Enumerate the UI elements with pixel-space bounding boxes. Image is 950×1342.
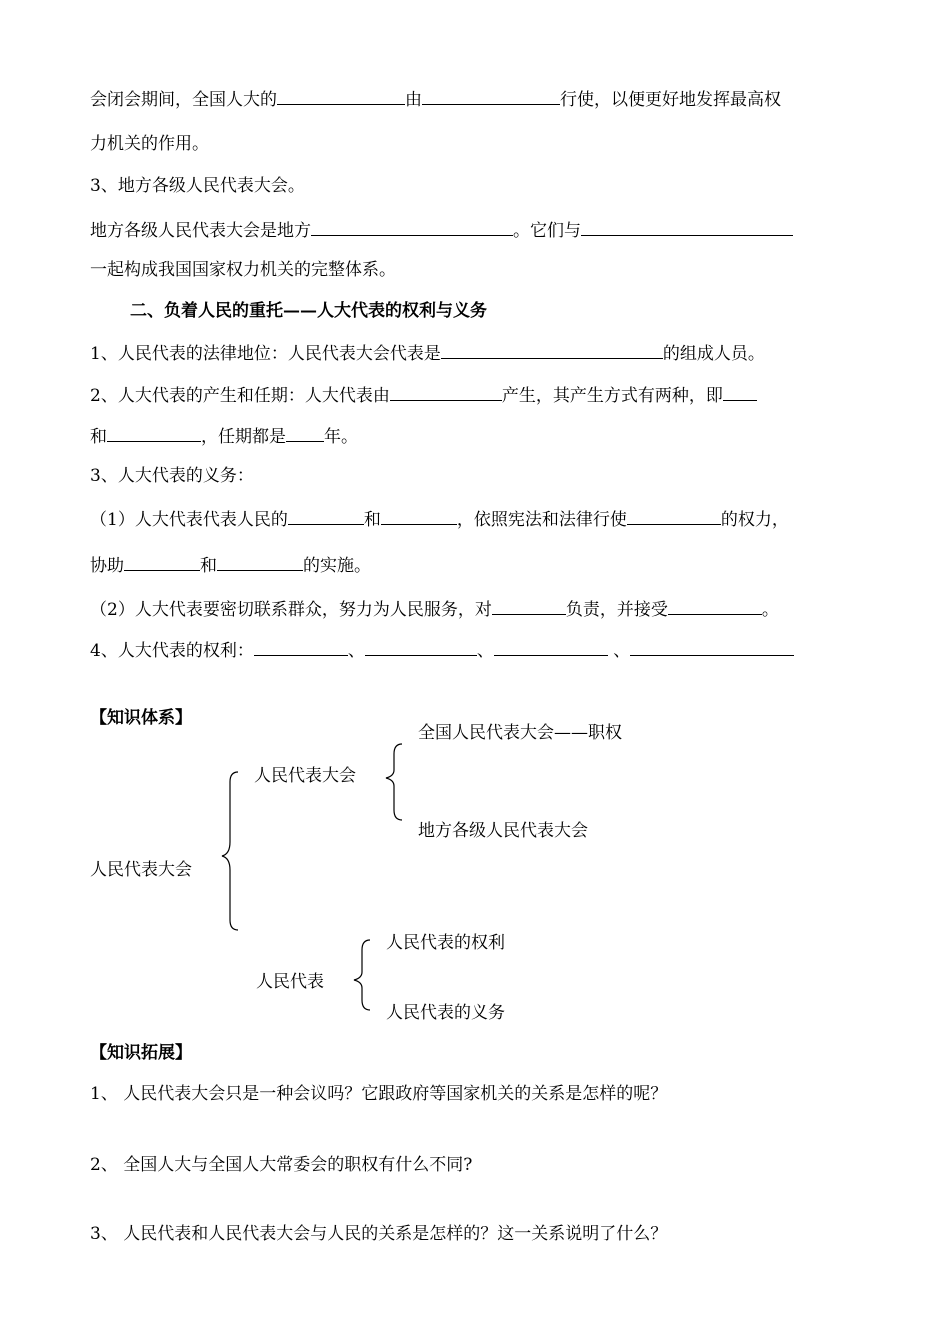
text: 人民代表 — [256, 972, 324, 992]
text: ，依照宪法和法律行使 — [456, 510, 627, 530]
text: 人民代表的权利 — [386, 933, 505, 953]
text: 行使，以便更好地发挥最高权 — [560, 90, 781, 110]
text: 的权力， — [720, 510, 789, 530]
text: 3、地方各级人民代表大会。 — [90, 176, 305, 196]
text: 产生，其产生方式有两种，即 — [501, 386, 723, 406]
question-2 — [90, 1153, 472, 1177]
text: 地方各级人民代表大会是地方 — [90, 221, 311, 241]
text: 负责，并接受 — [565, 600, 668, 620]
text: 和 — [363, 510, 381, 530]
mindmap-node-local-npc — [418, 819, 588, 843]
mindmap-node-npc — [254, 764, 356, 788]
question-1 — [90, 1082, 667, 1106]
text: 地方各级人民代表大会 — [418, 821, 588, 841]
mindmap-node-rights — [386, 931, 505, 955]
text: 。它们与 — [513, 221, 581, 241]
text: 的实施。 — [303, 556, 371, 576]
text: 一起构成我国国家权力机关的完整体系。 — [90, 260, 396, 280]
text: 3、 人民代表和人民代表大会与人民的关系是怎样的？这一关系说明了什么？ — [90, 1224, 668, 1244]
mindmap-root — [90, 858, 192, 882]
text: 2、 全国人大与全国人大常委会的职权有什么不同? — [90, 1155, 473, 1175]
separator: 、 — [613, 641, 631, 661]
heading-text: 【知识拓展】 — [90, 1043, 192, 1063]
text: 3、人大代表的义务： — [90, 466, 254, 486]
mindmap-node-national-npc — [418, 721, 622, 745]
extension-heading — [90, 1041, 192, 1065]
text: 和 — [200, 556, 217, 576]
text: （1）人大代表代表人民的 — [90, 510, 288, 530]
brace-root — [222, 772, 238, 930]
separator: 、 — [476, 641, 494, 661]
text: 1、人民代表的法律地位：人民代表大会代表是 — [90, 344, 441, 364]
text: 。 — [761, 600, 779, 620]
text: 全国人民代表大会——职权 — [418, 723, 622, 743]
heading-text: 【知识体系】 — [90, 708, 192, 728]
text: 4、人大代表的权利： — [90, 641, 254, 661]
text: 人民代表大会 — [254, 766, 356, 786]
text: 协助 — [90, 556, 124, 576]
text: 年。 — [324, 427, 358, 447]
brace-branch2 — [354, 940, 370, 1010]
text: 的组成人员。 — [662, 344, 765, 364]
question-3 — [90, 1222, 667, 1246]
text: ，任期都是 — [201, 427, 286, 447]
text: 1、 人民代表大会只是一种会议吗？它跟政府等国家机关的关系是怎样的呢？ — [90, 1084, 668, 1104]
text: 和 — [90, 427, 107, 447]
mindmap-node-deputies — [256, 970, 324, 994]
separator: 、 — [347, 641, 365, 661]
text: 会闭会期间，全国人大的 — [90, 90, 277, 110]
text: 由 — [405, 90, 422, 110]
text: 人民代表大会 — [90, 860, 192, 880]
mindmap-node-duties — [386, 1001, 505, 1025]
text: 力机关的作用。 — [90, 134, 209, 154]
brace-branch1 — [386, 744, 402, 820]
heading-text: 二、负着人民的重托——人大代表的权利与义务 — [130, 301, 487, 321]
text: 人民代表的义务 — [386, 1003, 505, 1023]
text: （2）人大代表要密切联系群众，努力为人民服务，对 — [90, 600, 492, 620]
text: 2、人大代表的产生和任期：人大代表由 — [90, 386, 390, 406]
